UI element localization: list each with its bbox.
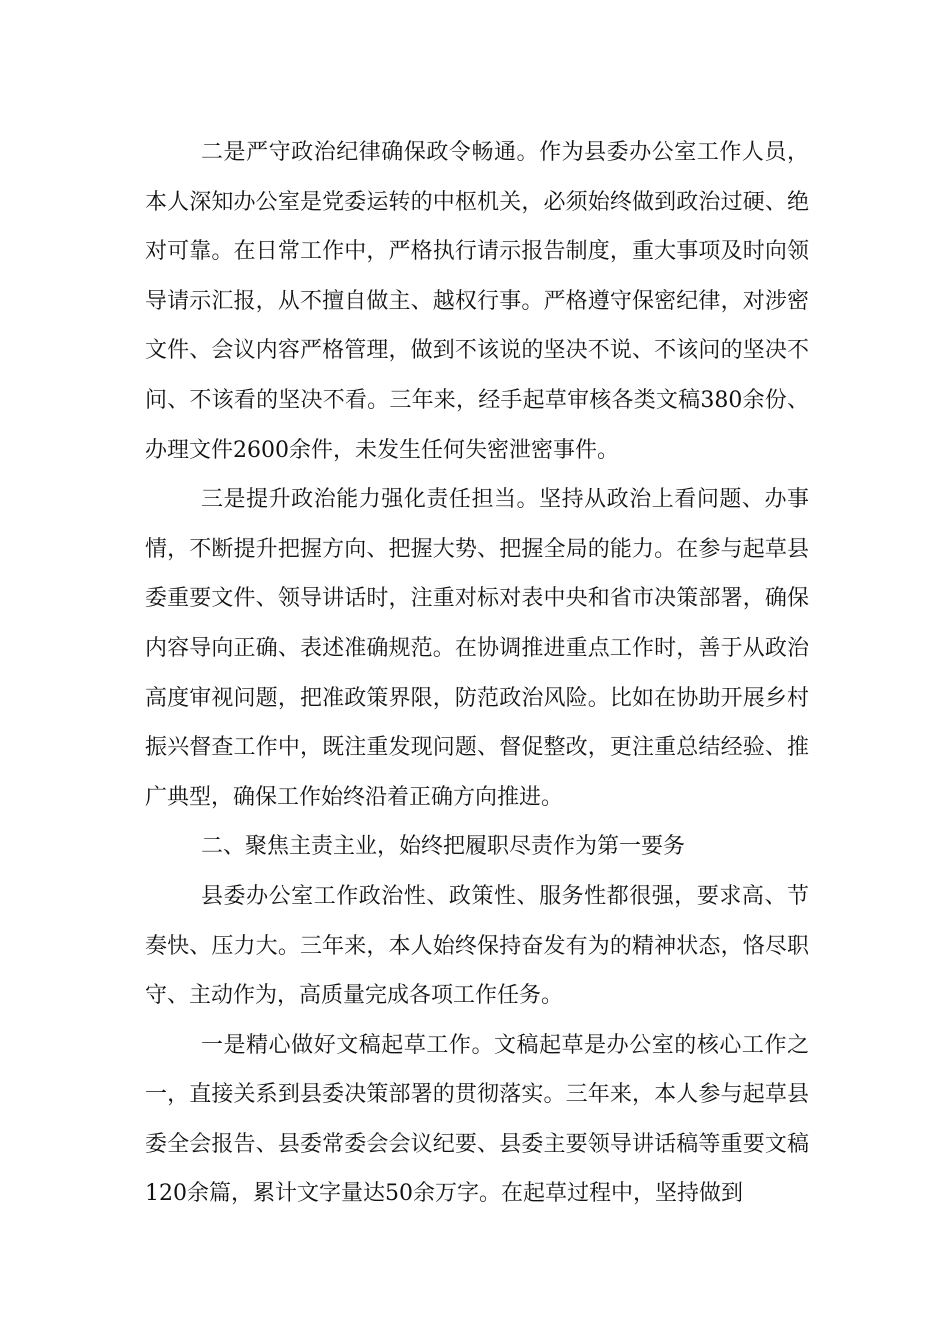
document-page (145, 128, 809, 1219)
paragraph-document-drafting: 一是精心做好文稿起草工作。文稿起草是办公室的核心工作之一，直接关系到县委决策部署的贯彻落实。三年来，本人参与起草县委全会报告、县委常委会会议纪要、县委主要领导讲话稿等重要文稿120余篇，累计文字量达50余万字。在起草过程中，坚持做到 (145, 1032, 809, 1207)
paragraph-office-work-overview: 县委办公室工作政治性、政策性、服务性都很强，要求高、节奏快、压力大。三年来，本人始终保持奋发有为的精神状态，恪尽职守、主动作为，高质量完成各项工作任务。 (145, 883, 809, 1009)
paragraph-political-capability: 三是提升政治能力强化责任担当。坚持从政治上看问题、办事情，不断提升把握方向、把握大势、把握全局的能力。在参与起草县委重要文件、领导讲话时，注重对标对表中央和省市决策部署，确保内容导向正确、表述准确规范。在协调推进重点工作时，善于从政治高度审视问题，把准政策界限，防范政治风险。比如在协助开展乡村振兴督查工作中，既注重发现问题、督促整改，更注重总结经验、推广典型，确保工作始终沿着正确方向推进。 (145, 487, 809, 810)
paragraph-political-discipline: 二是严守政治纪律确保政令畅通。作为县委办公室工作人员，本人深知办公室是党委运转的中枢机关，必须始终做到政治过硬、绝对可靠。在日常工作中，严格执行请示报告制度，重大事项及时向领导请示汇报，从不擅自做主、越权行事。严格遵守保密纪律，对涉密文件、会议内容严格管理，做到不该说的坚决不说、不该问的坚决不问、不该看的坚决不看。三年来，经手起草审核各类文稿380余份、办理文件2600余件，未发生任何失密泄密事件。 (145, 140, 809, 463)
section-heading-main-duties: 二、聚焦主责主业，始终把履职尽责作为第一要务 (201, 834, 686, 860)
